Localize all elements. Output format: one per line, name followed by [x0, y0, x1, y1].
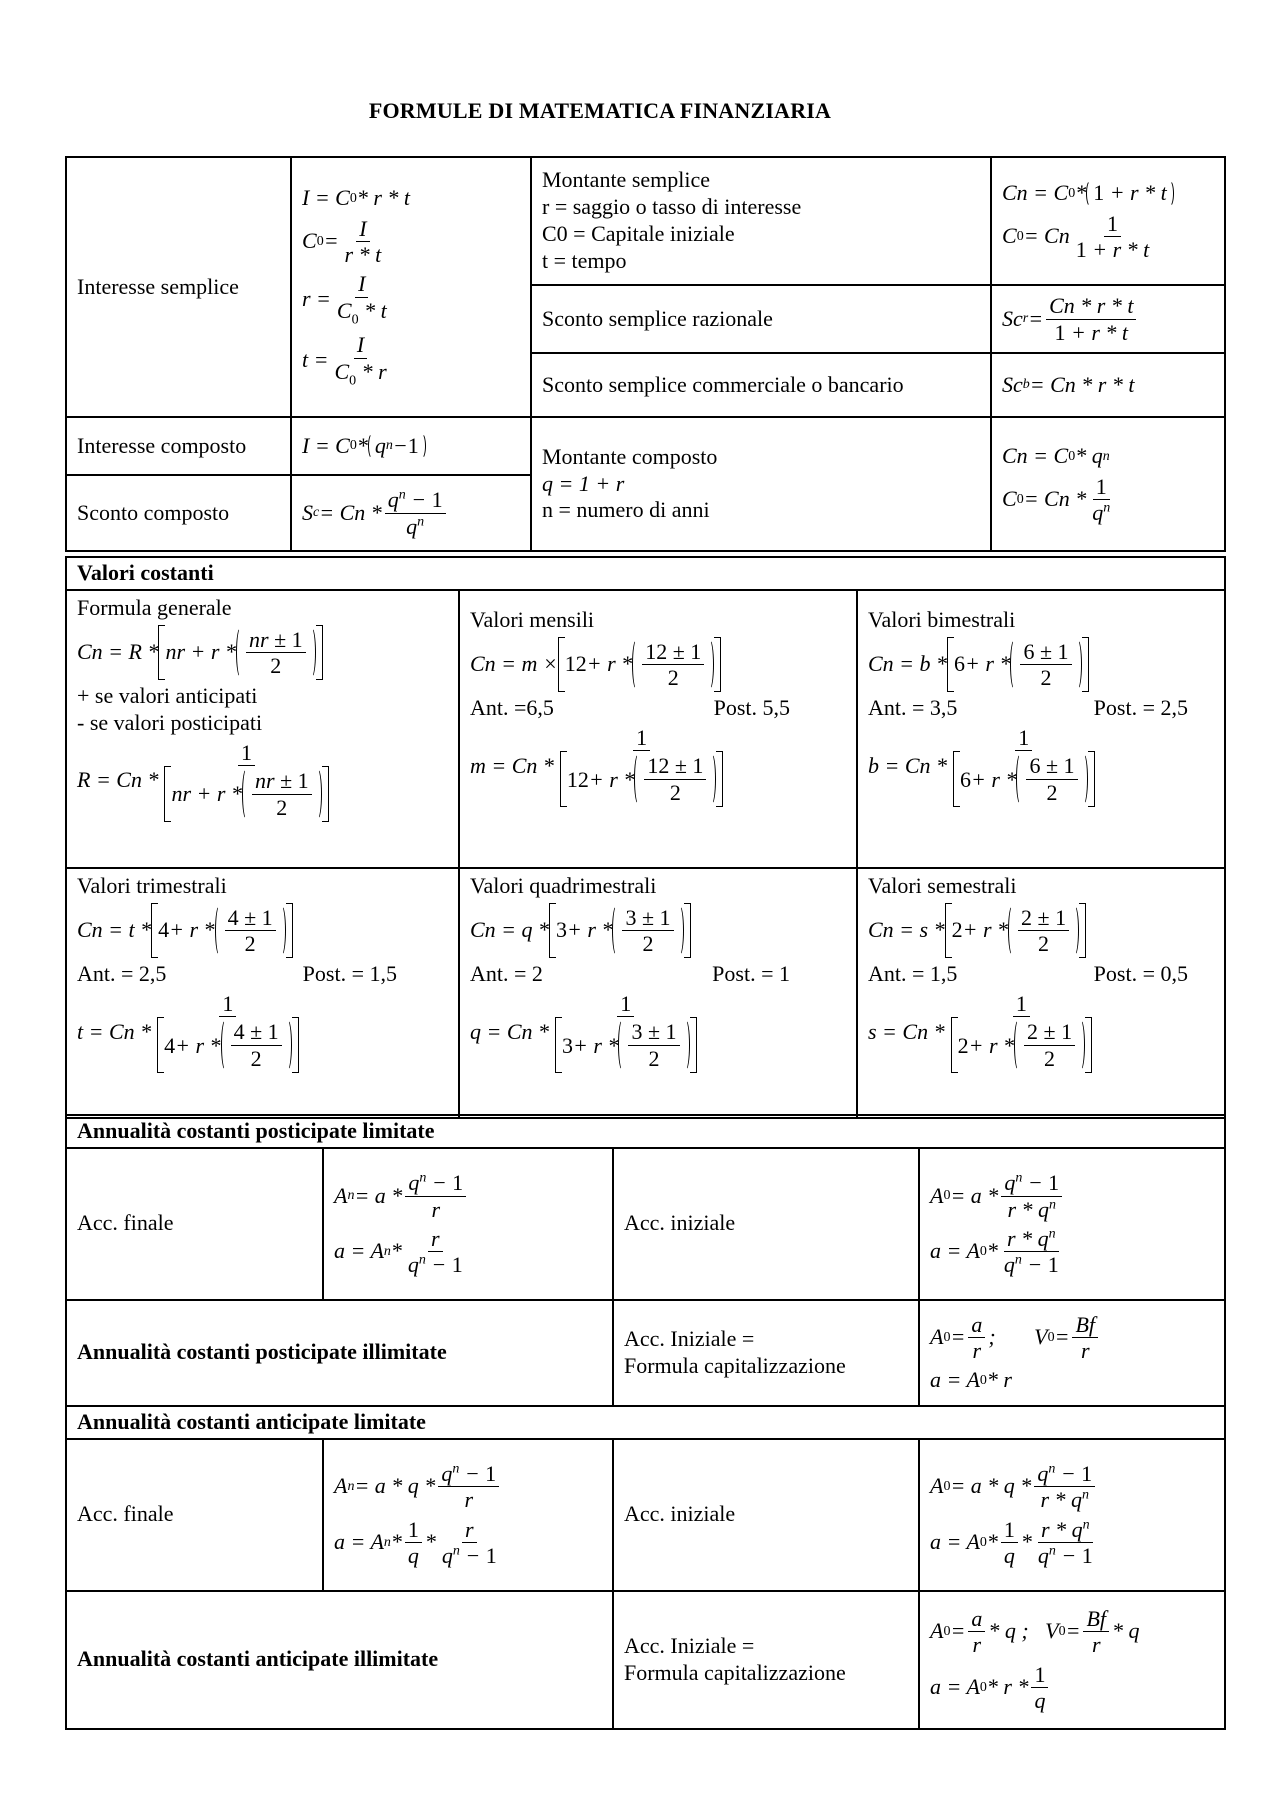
- c0-definition: C0 = Capitale iniziale: [542, 221, 735, 246]
- ant-illimitate-label: Annualità costanti anticipate illimitate: [66, 1591, 613, 1729]
- formula-generale-label: Formula generale: [77, 594, 232, 620]
- mensili-post: Post. 5,5: [713, 695, 790, 721]
- montante-semplice-cell: [531, 157, 991, 285]
- acc-finale-formulas: A n = a * $\frac{q^n - 1}{r}$ a = A n * $\frac{r}{q^n - 1}$: [323, 1148, 613, 1300]
- quadrimestrali-post: Post. = 1: [712, 961, 790, 987]
- valori-mensili-label: Valori mensili: [470, 606, 595, 632]
- sconto-razionale-formula: Sc r = $\frac{Cn * r * t}{1 + r * t}$: [991, 285, 1225, 353]
- r-definition: r = saggio o tasso di interesse: [542, 194, 802, 220]
- valori-semestrali-label: Valori semestrali: [868, 872, 1017, 898]
- simple-compound-interest-table: [65, 156, 1224, 552]
- acc-iniziale-formulas-2: A 0 = a * q * $\frac{q^n - 1}{r * q^n}$ a = A 0 * $\frac{1}{q}$ * $\frac{r * q^n}{q^n - 1}$: [919, 1439, 1225, 1591]
- formula-cap-cell-2: [613, 1591, 919, 1729]
- formula-generale-cell: Formula generale Cn = R * nr + r * $\frac{nr \pm 1}{2}$ + se valori anticipati - se valori posticipati R = Cn * 1 nr + r * $\frac{nr \pm 1}{2}$: [66, 590, 459, 868]
- acc-iniziale-formulas: A 0 = a * $\frac{q^n - 1}{r * q^n}$ a = A 0 * $\frac{r * q^n}{q^n - 1}$: [919, 1148, 1225, 1300]
- q-definition: q = 1 + r: [542, 470, 625, 496]
- acc-finale-label-2: Acc. finale: [66, 1439, 323, 1591]
- post-illimitate-label: Annualità costanti posticipate illimitate: [66, 1300, 613, 1406]
- n-definition: n = numero di anni: [542, 497, 710, 523]
- semestrali-post: Post. = 0,5: [1093, 961, 1188, 987]
- valori-quadrimestrali-label: Valori quadrimestrali: [470, 872, 657, 898]
- trimestrali-ant: Ant. = 2,5: [77, 961, 167, 987]
- interesse-semplice-label: Interesse semplice: [66, 157, 291, 417]
- formula-cap-2: Formula capitalizzazione: [624, 1659, 846, 1685]
- acc-iniziale-label-2: Acc. iniziale: [613, 1439, 919, 1591]
- valori-mensili-cell: Valori mensili Cn = m × 12 + r * $\frac{12 \pm 1}{2}$ Ant. =6,5 Post. 5,5 m = Cn * 1 12 + r * $\frac{12 \pm 1}{2}$: [459, 590, 857, 868]
- ant-illimitate-formulas: A 0 = $\frac{a}{r}$ * q ; V 0 = $\frac{Bf}{r}$ * q a = A 0 * r * $\frac{1}{q}$: [919, 1591, 1225, 1729]
- acc-iniziale-label: Acc. iniziale: [613, 1148, 919, 1300]
- post-limitate-header: Annualità costanti posticipate limitate: [66, 1115, 1225, 1148]
- sconto-composto-formula: S c = Cn * $\frac{q^n - 1}{q^n}$: [291, 475, 531, 551]
- t-definition: t = tempo: [542, 247, 627, 273]
- valori-semestrali-cell: Valori semestrali Cn = s * 2 + r * $\frac{2 \pm 1}{2}$ Ant. = 1,5 Post. = 0,5 s = Cn * 1 2 + r * $\frac{2 \pm 1}{2}$: [857, 868, 1225, 1118]
- sconto-commerciale-formula: Sc b = Cn * r * t: [991, 353, 1225, 417]
- formula-cap-cell: [613, 1300, 919, 1406]
- plus-note: + se valori anticipati: [77, 683, 258, 709]
- mensili-ant: Ant. =6,5: [470, 695, 554, 721]
- minus-note: - se valori posticipati: [77, 710, 263, 736]
- sconto-razionale-label: Sconto semplice razionale: [531, 285, 991, 353]
- valori-bimestrali-label: Valori bimestrali: [868, 606, 1016, 632]
- montante-composto-label: Montante composto: [542, 443, 718, 469]
- montante-semplice-formulas: Cn = C 0 * 1 + r * t C 0 = Cn $\frac{1}{1 + r * t}$: [991, 157, 1225, 285]
- trimestrali-post: Post. = 1,5: [302, 961, 397, 987]
- valori-trimestrali-cell: Valori trimestrali Cn = t * 4 + r * $\frac{4 \pm 1}{2}$ Ant. = 2,5 Post. = 1,5 t = Cn * 1 4 + r * $\frac{4 \pm 1}{2}$: [66, 868, 459, 1118]
- page-title: FORMULE DI MATEMATICA FINANZIARIA: [368, 98, 832, 123]
- ant-limitate-header: Annualità costanti anticipate limitate: [66, 1406, 1225, 1439]
- interesse-composto-formula: I = C 0 * q n − 1: [291, 417, 531, 475]
- acc-iniziale-eq-2: Acc. Iniziale =: [624, 1632, 755, 1658]
- quadrimestrali-ant: Ant. = 2: [470, 961, 543, 987]
- valori-quadrimestrali-cell: Valori quadrimestrali Cn = q * 3 + r * $\frac{3 \pm 1}{2}$ Ant. = 2 Post. = 1 q = Cn * 1 3 + r * $\frac{3 \pm 1}{2}$: [459, 868, 857, 1118]
- valori-trimestrali-label: Valori trimestrali: [77, 872, 227, 898]
- valori-bimestrali-cell: Valori bimestrali Cn = b * 6 + r * $\frac{6 \pm 1}{2}$ Ant. = 3,5 Post. = 2,5 b = Cn * 1 6 + r * $\frac{6 \pm 1}{2}$: [857, 590, 1225, 868]
- bimestrali-post: Post. = 2,5: [1093, 695, 1188, 721]
- acc-iniziale-eq: Acc. Iniziale =: [624, 1326, 755, 1351]
- montante-composto-cell: [531, 417, 991, 551]
- sconto-composto-label: Sconto composto: [66, 475, 291, 551]
- interesse-composto-label: Interesse composto: [66, 417, 291, 475]
- bimestrali-ant: Ant. = 3,5: [868, 695, 958, 721]
- montante-composto-formulas: Cn = C 0 * q n C 0 = Cn * $\frac{1}{q^n}$: [991, 417, 1225, 551]
- acc-finale-formulas-2: A n = a * q * $\frac{q^n - 1}{r}$ a = A n * $\frac{1}{q}$ * $\frac{r}{q^n - 1}$: [323, 1439, 613, 1591]
- montante-semplice-label: Montante semplice: [542, 167, 711, 193]
- valori-costanti-table: [65, 556, 1224, 1119]
- valori-costanti-header: Valori costanti: [66, 557, 1225, 590]
- interesse-semplice-formulas: I = C 0 * r * t C 0 = $\frac{I}{r * t}$ r = $\frac{I}{C_0 * t}$ t = $\frac{I}{C_0 * r}$: [291, 157, 531, 417]
- acc-finale-label: Acc. finale: [66, 1148, 323, 1300]
- annualita-table: [65, 1114, 1224, 1730]
- formula-cap: Formula capitalizzazione: [624, 1352, 846, 1378]
- semestrali-ant: Ant. = 1,5: [868, 961, 958, 987]
- post-illimitate-formulas: A 0 = $\frac{a}{r}$ ; V 0 = $\frac{Bf}{r}$ a = A 0 * r: [919, 1300, 1225, 1406]
- sconto-commerciale-label: Sconto semplice commerciale o bancario: [531, 353, 991, 417]
